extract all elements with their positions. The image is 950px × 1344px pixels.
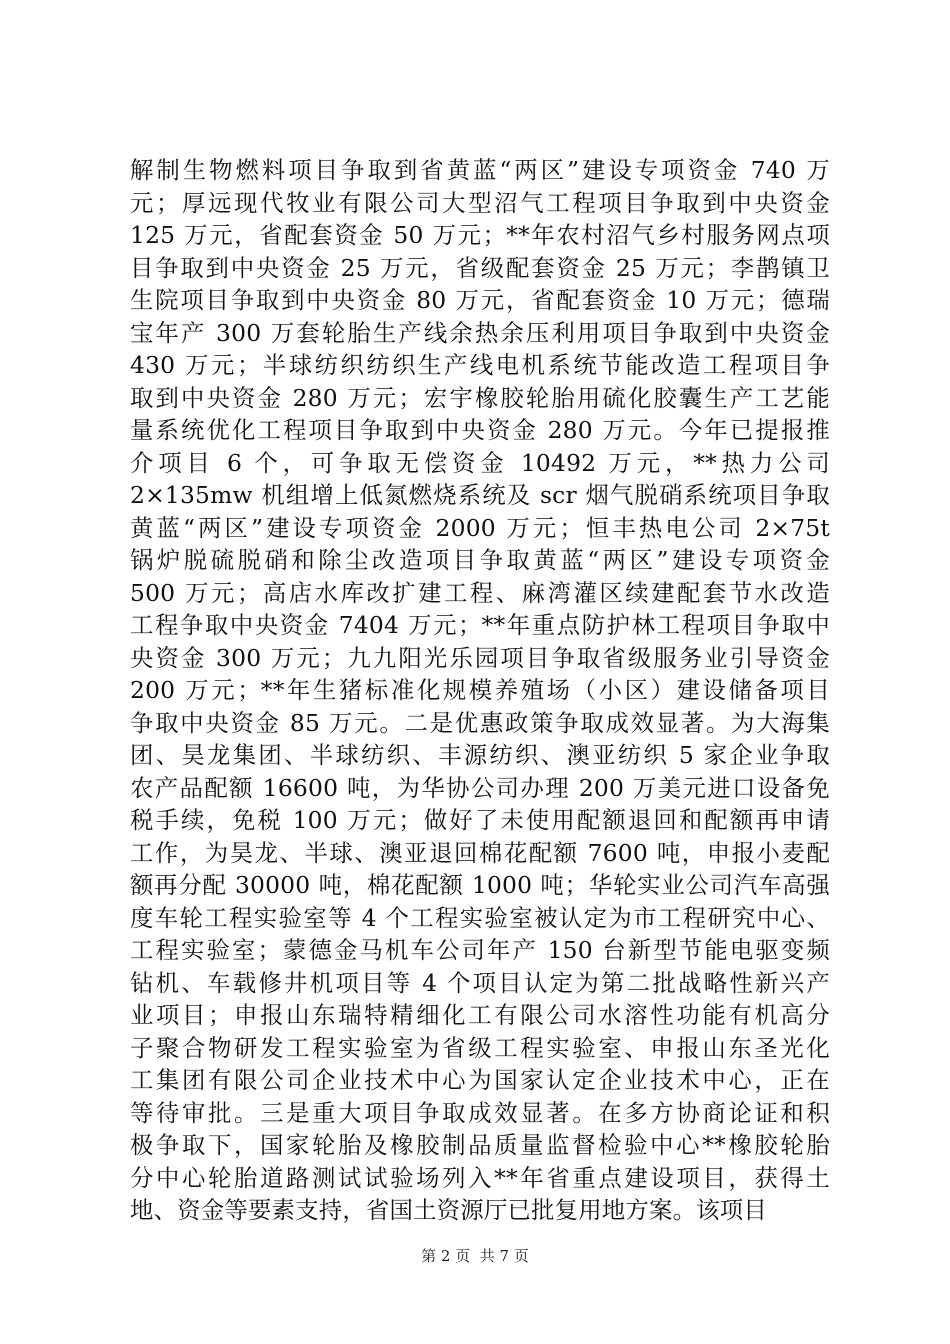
text-line: 介项目 6 个，可争取无偿资金 10492 万元，**热力公司 [130, 448, 830, 477]
text-line: 工集团有限公司企业技术中心为国家认定企业技术中心，正在 [130, 1066, 830, 1094]
body-text [130, 154, 830, 1227]
text-line: 工程争取中央资金 7404 万元；**年重点防护林工程项目争取中 [130, 611, 830, 639]
text-line: 解制生物燃料项目争取到省黄蓝“两区”建设专项资金 740 万 [130, 156, 830, 184]
text-line: 黄蓝“两区”建设专项资金 2000 万元；恒丰热电公司 2×75t [130, 513, 830, 542]
text-line: 430 万元；半球纺织纺织生产线电机系统节能改造工程项目争 [130, 351, 830, 379]
page-footer [0, 1246, 950, 1266]
text-line: 200 万元；**年生猪标准化规模养殖场（小区）建设储备项目 [130, 676, 830, 704]
text-line: 宝年产 300 万套轮胎生产线余热余压利用项目争取到中央资金 [130, 318, 830, 347]
text-line: 度车轮工程实验室等 4 个工程实验室被认定为市工程研究中心、 [130, 903, 830, 932]
text-line: 地、资金等要素支持，省国土资源厅已批复用地方案。该项目 [130, 1196, 767, 1224]
text-line: 子聚合物研发工程实验室为省级工程实验室、申报山东圣光化 [130, 1033, 830, 1062]
text-line: 额再分配 30000 吨，棉花配额 1000 吨；华轮实业公司汽车高强 [130, 871, 830, 899]
text-line: 锅炉脱硫脱硝和除尘改造项目争取黄蓝“两区”建设专项资金 [130, 546, 830, 574]
text-line: 农产品配额 16600 吨，为华协公司办理 200 万美元进口设备免 [130, 773, 830, 802]
text-line: 钻机、车载修井机项目等 4 个项目认定为第二批战略性新兴产 [130, 968, 830, 997]
text-line: 极争取下，国家轮胎及橡胶制品质量监督检验中心**橡胶轮胎 [130, 1131, 830, 1159]
text-line: 500 万元；高店水库改扩建工程、麻湾灌区续建配套节水改造 [130, 578, 830, 607]
page-number-label: 第 2 页 共 7 页 [421, 1247, 529, 1265]
text-line: 元；厚远现代牧业有限公司大型沼气工程项目争取到中央资金 [130, 188, 830, 217]
text-line: 生院项目争取到中央资金 80 万元，省配套资金 10 万元；德瑞 [130, 286, 830, 314]
text-line: 工作，为昊龙、半球、澳亚退回棉花配额 7600 吨，申报小麦配 [130, 838, 830, 867]
text-line: 争取中央资金 85 万元。二是优惠政策争取成效显著。为大海集 [130, 708, 830, 737]
text-line: 2×135mw 机组增上低氮燃烧系统及 scr 烟气脱硝系统项目争取 [130, 481, 830, 509]
text-line: 目争取到中央资金 25 万元，省级配套资金 25 万元；李鹊镇卫 [130, 253, 830, 282]
text-line: 等待审批。三是重大项目争取成效显著。在多方协商论证和积 [130, 1098, 830, 1127]
text-line: 取到中央资金 280 万元；宏宇橡胶轮胎用硫化胶囊生产工艺能 [130, 383, 830, 412]
text-line: 工程实验室；蒙德金马机车公司年产 150 台新型节能电驱变频 [130, 936, 830, 964]
text-line: 央资金 300 万元；九九阳光乐园项目争取省级服务业引导资金 [130, 643, 830, 672]
text-line: 量系统优化工程项目争取到中央资金 280 万元。今年已提报推 [130, 416, 830, 444]
text-line: 125 万元，省配套资金 50 万元；**年农村沼气乡村服务网点项 [130, 221, 830, 249]
text-line: 分中心轮胎道路测试试验场列入**年省重点建设项目，获得土 [130, 1163, 830, 1192]
text-line: 业项目；申报山东瑞特精细化工有限公司水溶性功能有机高分 [130, 1001, 830, 1029]
text-line: 税手续，免税 100 万元；做好了未使用配额退回和配额再申请 [130, 806, 830, 834]
text-line: 团、昊龙集团、半球纺织、丰源纺织、澳亚纺织 5 家企业争取 [130, 741, 830, 769]
